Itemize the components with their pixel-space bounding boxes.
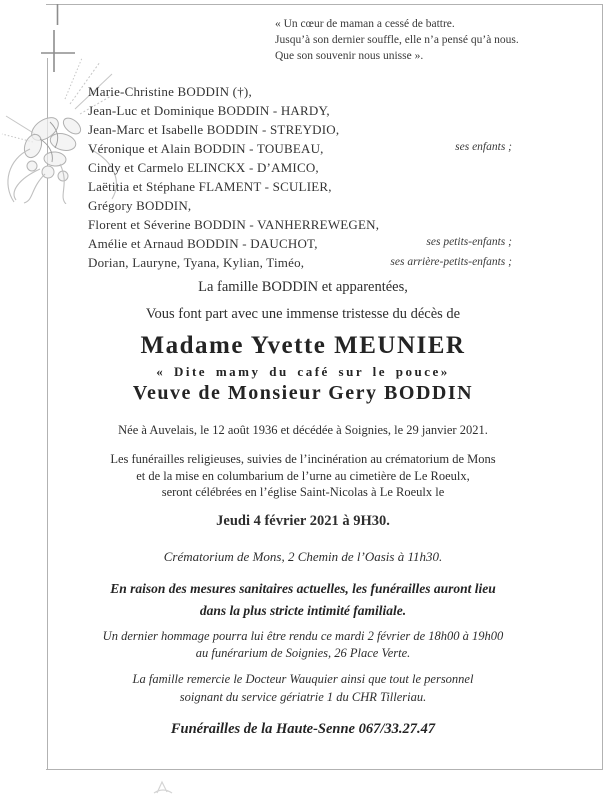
thanks-line: La famille remercie le Docteur Wauquier ainsi que tout le personnel — [132, 672, 474, 686]
family-member-line: Jean-Marc et Isabelle BODDIN - STREYDIO, — [88, 122, 340, 137]
epigraph-quote — [275, 16, 519, 64]
family-summary-line: La famille BODDIN et apparentées, — [198, 279, 408, 295]
great-grandchildren-name-list — [88, 253, 304, 272]
family-member-line: Jean-Luc et Dominique BODDIN - HARDY, — [88, 103, 330, 118]
announcement-sentence: Vous font part avec une immense tristesse du décès de — [145, 306, 461, 322]
ceremony-line: et de la mise en columbarium de l’urne au cimetière de Le Roeulx, — [136, 468, 470, 483]
family-member-line: Marie-Christine BODDIN (†), — [88, 84, 252, 99]
last-tribute-paragraph — [57, 628, 549, 661]
thanks-paragraph — [57, 670, 549, 706]
ceremony-date: Jeudi 4 février 2021 à 9H30. — [216, 513, 390, 529]
family-member-line: Cindy et Carmelo ELINCKX - D’AMICO, — [88, 160, 319, 175]
card-border-right — [602, 4, 603, 770]
relation-label-great-grandchildren: ses arrière-petits-enfants ; — [390, 256, 512, 268]
family-member-line: Laëtitia et Stéphane FLAMENT - SCULIER, — [88, 179, 332, 194]
family-member-line: Grégory BODDIN, — [88, 198, 192, 213]
children-name-list — [88, 82, 339, 158]
family-member-line: Véronique et Alain BODDIN - TOUBEAU, — [88, 141, 324, 156]
covid-notice — [57, 578, 549, 622]
announcement-card — [57, 0, 549, 800]
covid-notice-line: dans la plus stricte intimité familiale. — [199, 603, 407, 618]
ceremony-paragraph — [57, 451, 549, 501]
epigraph-line: « Un cœur de maman a cessé de battre. — [275, 18, 455, 30]
relation-label-grandchildren: ses petits-enfants ; — [426, 236, 512, 248]
epigraph-line: Que son souvenir nous unisse ». — [275, 50, 424, 62]
epigraph-line: Jusqu’à son dernier souffle, elle n’a pensé qu’à nous. — [275, 34, 519, 46]
relation-label-children: ses enfants ; — [455, 141, 512, 153]
deceased-name: Madame Yvette MEUNIER — [140, 332, 466, 359]
next-page-faint-mark — [152, 779, 174, 795]
birth-death-line: Née à Auvelais, le 12 août 1936 et décédée à Soignies, le 29 janvier 2021. — [118, 423, 488, 437]
ceremony-line: seront célébrées en l’église Saint-Nicolas à Le Roeulx le — [161, 485, 445, 499]
crematorium-line: Crématorium de Mons, 2 Chemin de l’Oasis à 11h30. — [163, 549, 443, 564]
family-member-line: Florent et Séverine BODDIN - VANHERREWEGEN, — [88, 217, 380, 232]
tribute-line: au funérarium de Soignies, 26 Place Verte. — [195, 645, 411, 660]
funeral-home-contact: Funérailles de la Haute-Senne 067/33.27.47 — [170, 721, 436, 737]
tribute-line: Un dernier hommage pourra lui être rendu ce mardi 2 février de 18h00 à 19h00 — [102, 629, 504, 643]
ceremony-line: Les funérailles religieuses, suivies de l’incinération au crématorium de Mons — [110, 452, 496, 466]
deceased-widow-of: Veuve de Monsieur Gery BODDIN — [132, 382, 474, 404]
family-member-line: Amélie et Arnaud BODDIN - DAUCHOT, — [88, 236, 318, 251]
deceased-nickname: « Dite mamy du café sur le pouce» — [156, 364, 450, 379]
covid-notice-line: En raison des mesures sanitaires actuelles, les funérailles auront lieu — [110, 581, 496, 596]
thanks-line: soignant du service gériatrie 1 du CHR Tilleriau. — [179, 690, 427, 704]
grandchildren-name-list — [88, 158, 379, 253]
family-member-line: Dorian, Lauryne, Tyana, Kylian, Timéo, — [88, 255, 305, 270]
